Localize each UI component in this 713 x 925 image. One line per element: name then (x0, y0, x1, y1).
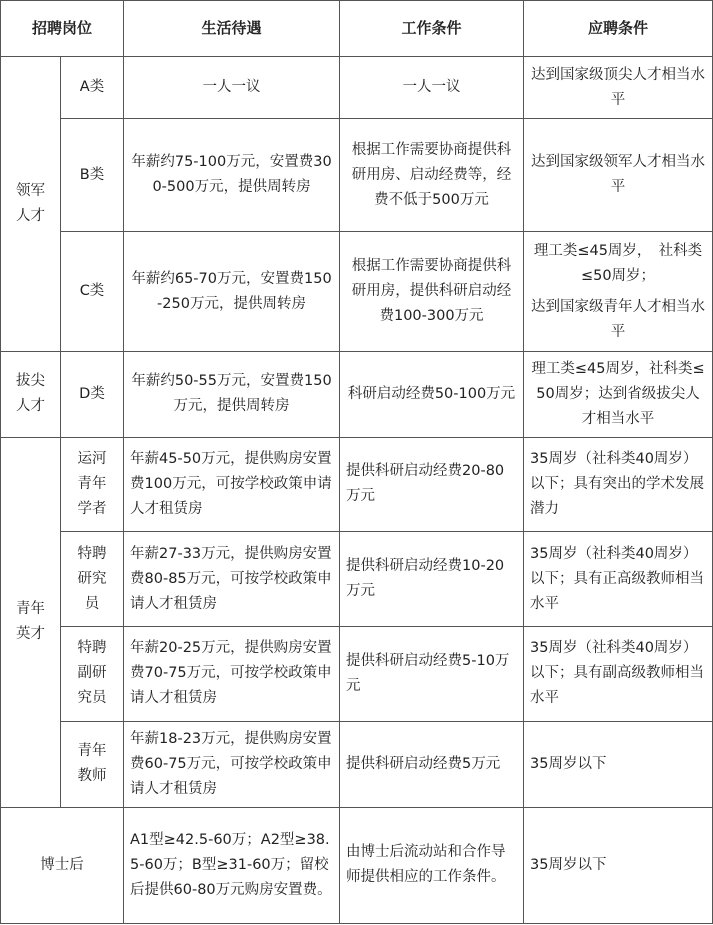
conditions-cell: 提供科研启动经费20-80万元 (340, 437, 524, 531)
table-row (1, 532, 713, 627)
category-cell: 博士后 (1, 807, 124, 923)
requirements-cell: 35周岁（社科类40周岁）以下；具有突出的学术发展潜力 (524, 437, 713, 531)
table-row (1, 57, 713, 119)
subcategory-cell: D类 (61, 351, 124, 437)
benefits-cell: 年薪27-33万元，提供购房安置费80-85万元，可按学校政策申请人才租赁房 (124, 532, 340, 627)
table-row (1, 721, 713, 807)
requirements-cell: 理工类≤45周岁，社科类≤50周岁；达到省级拔尖人才相当水平 (524, 351, 713, 437)
subcategory-cell: 特聘 研究 员 (61, 532, 124, 627)
subcategory-cell: 青年 教师 (61, 721, 124, 807)
requirements-cell: 达到国家级顶尖人才相当水平 (524, 57, 713, 119)
benefits-cell: 一人一议 (124, 57, 340, 119)
requirements-cell: 35周岁（社科类40周岁）以下；具有副高级教师相当水平 (524, 627, 713, 721)
table-row (1, 232, 713, 351)
conditions-cell: 科研启动经费50-100万元 (340, 351, 524, 437)
requirements-cell: 35周岁（社科类40周岁）以下；具有正高级教师相当水平 (524, 532, 713, 627)
conditions-cell: 提供科研启动经费10-20万元 (340, 532, 524, 627)
benefits-cell: 年薪约75-100万元，安置费300-500万元，提供周转房 (124, 119, 340, 232)
requirements-cell: 35周岁以下 (524, 807, 713, 923)
requirements-line-1: 理工类≤45周岁， 社科类≤50周岁； (533, 242, 703, 284)
requirements-line-2: 达到国家级青年人才相当水平 (531, 298, 706, 340)
benefits-cell: 年薪约65-70万元，安置费150-250万元，提供周转房 (124, 232, 340, 351)
header-position: 招聘岗位 (1, 1, 124, 57)
requirements-cell: 35周岁以下 (524, 721, 713, 807)
requirements-cell (524, 232, 713, 351)
conditions-cell: 提供科研启动经费5万元 (340, 721, 524, 807)
subcategory-cell: A类 (61, 57, 124, 119)
header-row (1, 1, 713, 57)
benefits-cell: 年薪约50-55万元，安置费150万元，提供周转房 (124, 351, 340, 437)
conditions-cell: 一人一议 (340, 57, 524, 119)
conditions-cell: 由博士后流动站和合作导师提供相应的工作条件。 (340, 807, 524, 923)
subcategory-cell: B类 (61, 119, 124, 232)
table-row (1, 119, 713, 232)
conditions-cell: 根据工作需要协商提供科研用房、启动经费等，经费不低于500万元 (340, 119, 524, 232)
subcategory-cell: 运河 青年 学者 (61, 437, 124, 531)
table-row (1, 627, 713, 721)
header-benefits: 生活待遇 (124, 1, 340, 57)
header-conditions: 工作条件 (340, 1, 524, 57)
subcategory-cell: C类 (61, 232, 124, 351)
conditions-cell: 根据工作需要协商提供科研用房，提供科研启动经费100-300万元 (340, 232, 524, 351)
benefits-cell: 年薪18-23万元，提供购房安置费60-75万元，可按学校政策申请人才租赁房 (124, 721, 340, 807)
table-row (1, 807, 713, 923)
requirements-cell: 达到国家级领军人才相当水平 (524, 119, 713, 232)
category-cell: 领军 人才 (1, 57, 61, 352)
table-row (1, 351, 713, 437)
conditions-cell: 提供科研启动经费5-10万元 (340, 627, 524, 721)
category-cell: 青年 英才 (1, 437, 61, 807)
benefits-cell: 年薪45-50万元，提供购房安置费100万元，可按学校政策申请人才租赁房 (124, 437, 340, 531)
table-row (1, 437, 713, 531)
subcategory-cell: 特聘 副研 究员 (61, 627, 124, 721)
benefits-cell: 年薪20-25万元，提供购房安置费70-75万元，可按学校政策申请人才租赁房 (124, 627, 340, 721)
category-cell: 拔尖 人才 (1, 351, 61, 437)
benefits-cell: A1型≥42.5-60万；A2型≥38.5-60万；B型≥31-60万；留校后提供60-80万元购房安置费。 (124, 807, 340, 923)
header-requirements: 应聘条件 (524, 1, 713, 57)
